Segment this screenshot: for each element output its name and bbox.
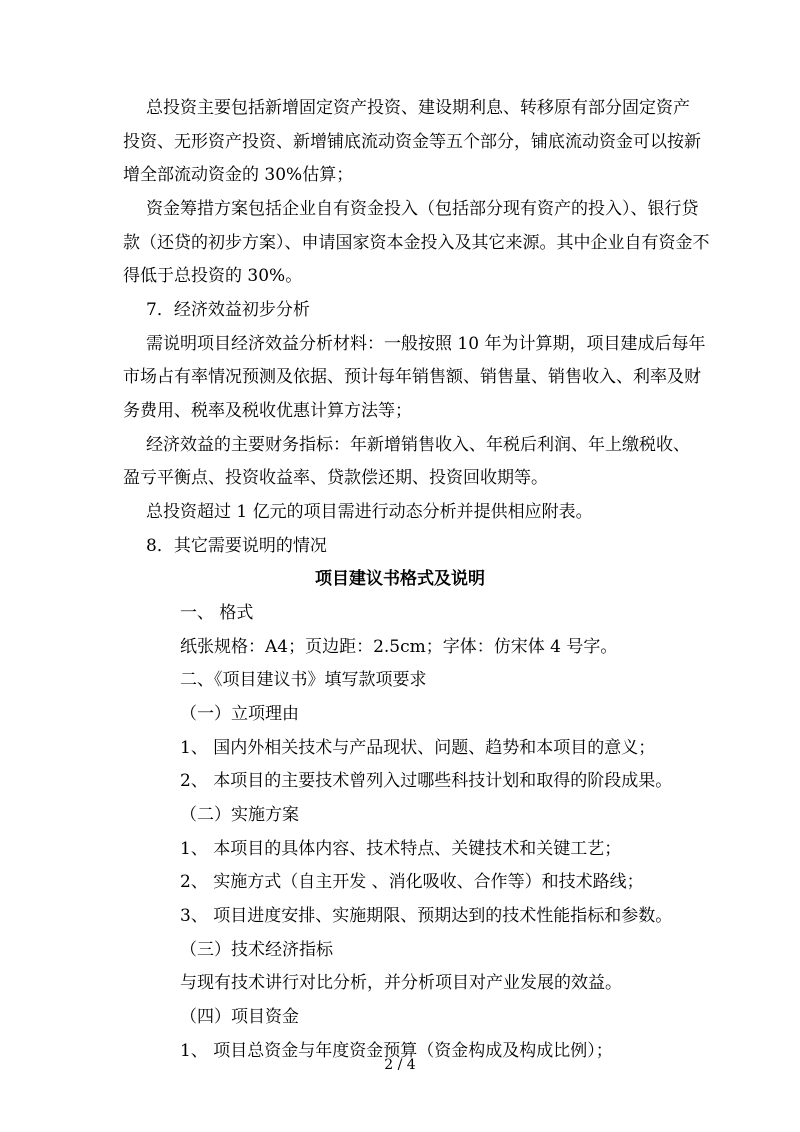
paragraph-line: 经济效益的主要财务指标：年新增销售收入、年税后利润、年上缴税收、 xyxy=(146,435,690,455)
list-item: 2、 本项目的主要技术曾列入过哪些科技计划和取得的阶段成果。 xyxy=(180,771,673,791)
paragraph-line: 得低于总投资的 30%。 xyxy=(123,266,303,286)
list-item: （二）实施方案 xyxy=(180,805,299,825)
list-item: 纸张规格：A4；页边距：2.5cm；字体：仿宋体 4 号字。 xyxy=(180,637,618,657)
list-item: 与现有技术讲行对比分析，并分析项目对产业发展的效益。 xyxy=(180,973,622,993)
paragraph-line: 款（还贷的初步方案）、申请国家资本金投入及其它来源。其中企业自有资金不 xyxy=(123,233,710,253)
paragraph-line: 总投资超过 1 亿元的项目需进行动态分析并提供相应附表。 xyxy=(146,502,593,522)
paragraph-line: 需说明项目经济效益分析材料：一般按照 10 年为计算期，项目建成后每年 xyxy=(146,334,706,354)
section-title: 7．经济效益初步分析 xyxy=(146,300,310,320)
list-item: （四）项目资金 xyxy=(180,1007,299,1027)
list-item: 2、 实施方式（自主开发 、消化吸收、合作等）和技术路线； xyxy=(180,872,644,892)
list-item: 1、 项目总资金与年度资金预算（资金构成及构成比例）； xyxy=(180,1041,613,1061)
section-title: 8．其它需要说明的情况 xyxy=(146,536,327,556)
paragraph-line: 市场占有率情况预测及依据、预计每年销售额、销售量、销售收入、利率及财 xyxy=(123,367,701,387)
paragraph-line: 务费用、税率及税收优惠计算方法等； xyxy=(123,401,412,421)
list-item: 一、 格式 xyxy=(180,603,254,623)
list-item: 1、 国内外相关技术与产品现状、问题、趋势和本项目的意义； xyxy=(180,738,656,758)
list-item: 二、《项目建议书》填写款项要求 xyxy=(180,670,427,690)
paragraph-line: 资金筹措方案包括企业自有资金投入（包括部分现有资产的投入）、银行贷 xyxy=(146,199,699,219)
paragraph-line: 总投资主要包括新增固定资产投资、建设期利息、转移原有部分固定资产 xyxy=(146,98,690,118)
paragraph-line: 盈亏平衡点、投资收益率、贷款偿还期、投资回收期等。 xyxy=(123,468,548,488)
paragraph-line: 投资、无形资产投资、新增铺底流动资金等五个部分，铺底流动资金可以按新 xyxy=(123,132,701,152)
list-item: （一）立项理由 xyxy=(180,704,299,724)
list-item: 3、 项目进度安排、实施期限、预期达到的技术性能指标和参数。 xyxy=(180,906,673,926)
document-heading: 项目建议书格式及说明 xyxy=(315,569,485,589)
list-item: 1、 本项目的具体内容、技术特点、关键技术和关键工艺； xyxy=(180,839,622,859)
list-item: （三）技术经济指标 xyxy=(180,940,333,960)
page-number: 2 / 4 xyxy=(384,1057,416,1073)
paragraph-line: 增全部流动资金的 30%估算； xyxy=(123,165,354,185)
